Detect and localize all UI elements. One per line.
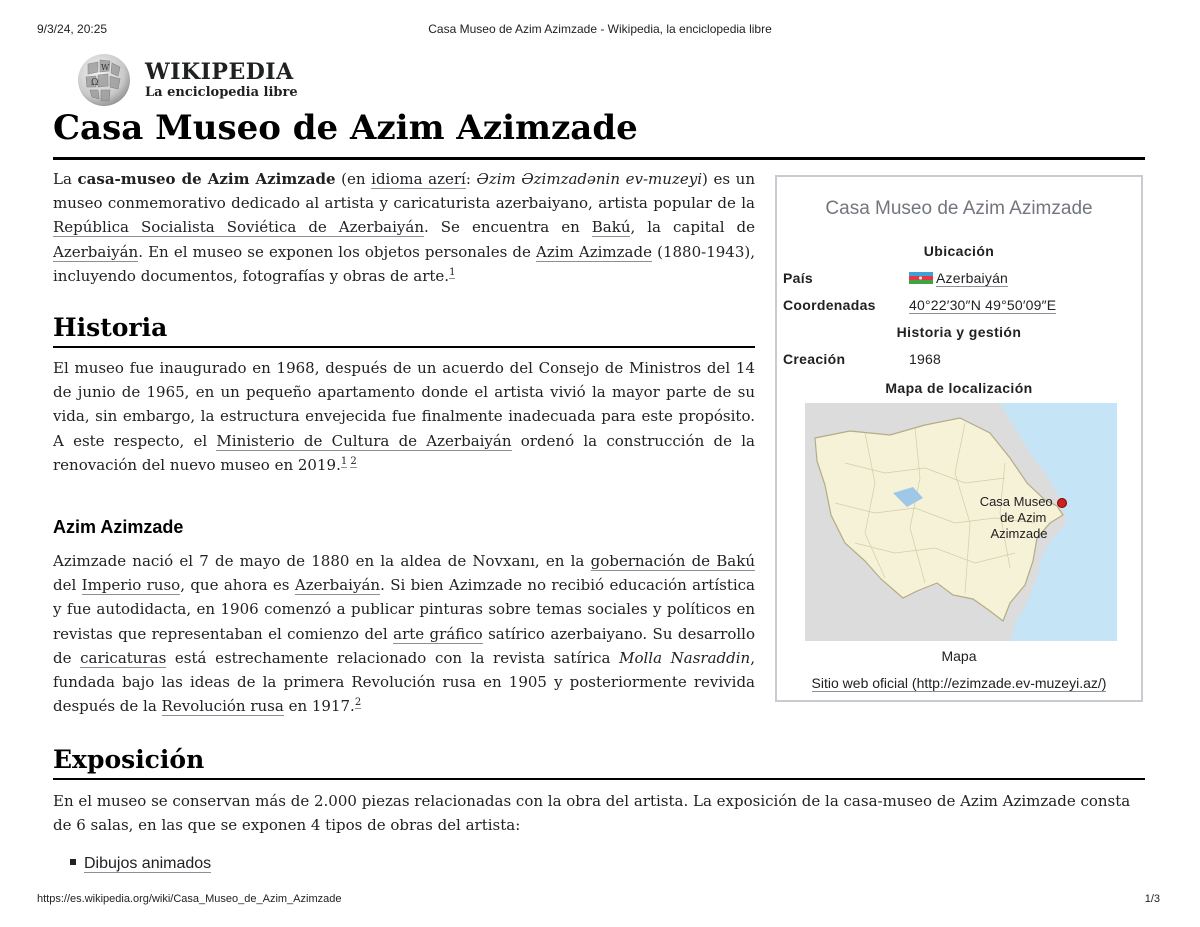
historia-paragraph: El museo fue inaugurado en 1968, después de un acuerdo del Consejo de Ministros del 14 de junio de 1965, en un pequeño apartamento donde el artista vivió la mayor parte de su vida, sin embargo, la estructura envejecida fue finalmente inadecuada para este propósito. A este respecto, el Ministerio de Cultura de Azerbaiyán ordenó la construcción de la renovación del nuevo museo en 2019.$^{1 2}$ [53, 359, 756, 474]
link-imperio-ruso[interactable]: Imperio ruso [81, 576, 181, 595]
map-marker-label: Casa Museo de Azim Azimzade [979, 494, 1053, 541]
svg-text:Ω: Ω [91, 78, 99, 88]
print-date: 9/3/24, 20:25 [37, 22, 108, 36]
infobox-value-creacion: 1968 [909, 351, 941, 367]
infobox-value-coordenadas [909, 297, 1056, 313]
link-sitio-web-oficial[interactable]: Sitio web oficial (http://ezimzade.ev-muzeyi.az/) [811, 675, 1107, 691]
infobox-label-creacion: Creación [783, 351, 846, 367]
azerbaijan-flag-icon [909, 272, 933, 284]
link-ministerio-cultura[interactable]: Ministerio de Cultura de Azerbaiyán [216, 431, 512, 450]
title-divider [53, 157, 1145, 160]
link-coordenadas[interactable]: 40°22′30″N 49°50′09″E [909, 297, 1057, 313]
exposicion-paragraph: En el museo se conservan más de 2.000 piezas relacionadas con la obra del artista. La exposición de la casa-museo de Azim Azimzade consta de 6 salas, en las que se exponen 4 tipos de obras del artista: [53, 792, 1131, 835]
infobox-value-pais [909, 270, 1008, 286]
infobox-section-ubicacion: Ubicación [923, 243, 995, 259]
infobox-section-mapa: Mapa de localización [885, 380, 1033, 396]
link-arte-grafico[interactable]: arte gráfico [393, 624, 483, 643]
infobox-title: Casa Museo de Azim Azimzade [825, 198, 1093, 219]
print-title: Casa Museo de Azim Azimzade - Wikipedia, la enciclopedia libre [428, 22, 772, 36]
map-caption: Mapa [941, 648, 977, 664]
exposicion-list [70, 855, 211, 873]
section-heading-exposicion: Exposición [53, 745, 205, 774]
print-page-number: 1/3 [1144, 893, 1160, 905]
link-pais-azerbaiyan[interactable]: Azerbaiyán [936, 270, 1009, 286]
ref-2[interactable]: 2 [354, 697, 362, 709]
ref-1[interactable]: 1 [449, 266, 456, 278]
location-map[interactable] [805, 403, 1117, 641]
historia-divider [53, 346, 755, 348]
page-title: Casa Museo de Azim Azimzade [53, 108, 638, 148]
wikipedia-wordmark[interactable]: WIKIPEDIA [145, 59, 294, 85]
infobox-website [777, 675, 1141, 691]
section-heading-historia: Historia [53, 313, 168, 342]
link-rss-azerbaiyan[interactable]: República Socialista Soviética de Azerbaiyán [53, 218, 425, 237]
link-revolucion-rusa[interactable]: Revolución rusa [161, 697, 284, 716]
print-url: https://es.wikipedia.org/wiki/Casa_Museo_de_Azim_Azimzade [37, 893, 342, 905]
infobox [775, 175, 1143, 702]
museum-marker[interactable] [1058, 499, 1067, 508]
infobox-label-coordenadas: Coordenadas [783, 297, 876, 313]
ref-2[interactable]: 2 [350, 455, 357, 467]
wikipedia-tagline: La enciclopedia libre [145, 85, 298, 100]
link-caricaturas[interactable]: caricaturas [80, 648, 167, 667]
link-azerbaiyan[interactable]: Azerbaiyán [53, 242, 139, 261]
intro-paragraph: La casa-museo de Azim Azimzade (en idioma azerí: Əzim Əzimzadənin ev-muzeyi) es un museo conmemorativo dedicado al artista y caricaturista azerbaiyano, artista popular de la República Socialista Soviética de Azerbaiyán. Se encuentra en Bakú, la capital de Azerbaiyán. En el museo se exponen los objetos personales de Azim Azimzade (1880-1943), incluyendo documentos, fotografías y obras de arte.$^1$ [53, 170, 755, 285]
wikipedia-globe-icon[interactable] [74, 52, 134, 108]
link-idioma-azeri[interactable]: idioma azerí [371, 170, 466, 188]
azim-paragraph: Azimzade nació el 7 de mayo de 1880 en la aldea de Novxanı, en la gobernación de Bakú del Imperio ruso, que ahora es Azerbaiyán. Si bien Azimzade no recibió educación artística y fue autodidacta, en 1906 comenzó a publicar pinturas sobre temas sociales y políticos en revistas que representaban el comienzo del arte gráfico satírico azerbaiyano. Su desarrollo de caricaturas está estrechamente relacionado con la revista satírica Molla Nasraddin, fundada bajo las ideas de la primera Revolución rusa en 1905 y posteriormente revivida después de la Revolución rusa en 1917.$^2$ [53, 552, 755, 716]
ref-1[interactable]: 1 [340, 455, 348, 467]
infobox-section-historia: Historia y gestión [896, 324, 1022, 340]
list-item [70, 855, 211, 873]
link-dibujos-animados[interactable]: Dibujos animados [84, 855, 212, 872]
subsection-heading-azim-azimzade: Azim Azimzade [53, 517, 184, 537]
link-azerbaiyan[interactable]: Azerbaiyán [294, 576, 381, 595]
svg-text:W: W [101, 63, 110, 72]
link-baku[interactable]: Bakú [591, 218, 631, 237]
exposicion-divider [53, 778, 1145, 780]
link-azim-azimzade[interactable]: Azim Azimzade [536, 242, 652, 261]
link-gobernacion-baku[interactable]: gobernación de Bakú [590, 552, 755, 570]
infobox-label-pais: País [783, 270, 813, 286]
